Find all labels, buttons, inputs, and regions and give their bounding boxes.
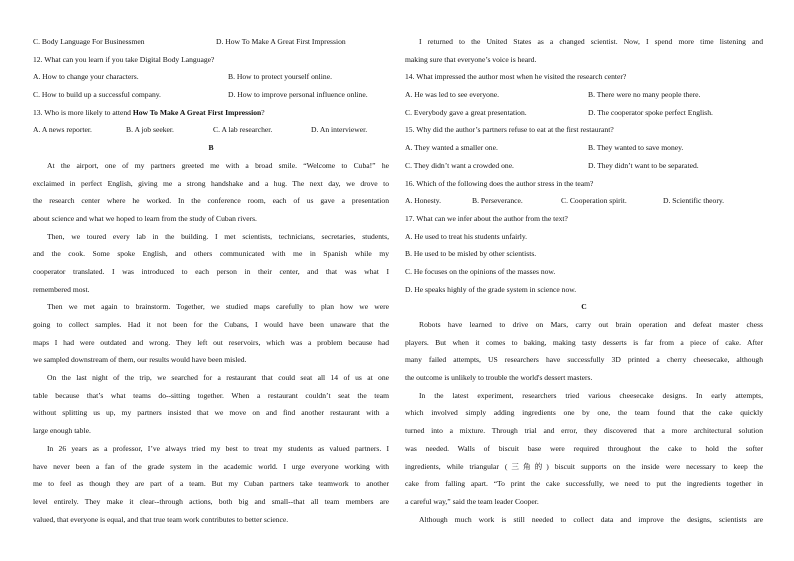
q13-stem-bold: How To Make A Great First Impression	[132, 107, 262, 117]
q13-option-b: B. A job seeker.	[126, 125, 174, 135]
passage-b-line: me to feel as though they are part of a team. But my Cuban partners take teamwork to another	[33, 479, 389, 489]
q14-stem: 14. What impressed the author most when he visited the research center?	[405, 72, 627, 82]
q16-options	[405, 192, 763, 210]
q14-option-a: A. He was led to see everyone.	[405, 90, 500, 100]
right-column	[405, 33, 763, 528]
q14-options-ab	[405, 86, 763, 104]
q13-stem-post: ?	[261, 107, 265, 117]
q13-option-d: D. An interviewer.	[311, 125, 368, 135]
passage-c-line: which involved simply adding ingredients one by one, the team found that the cake quickly	[405, 408, 763, 418]
passage-b-line: we sampled downstream of them, our results would have been misled.	[33, 355, 247, 365]
q14-option-d: D. The cooperator spoke perfect English.	[588, 107, 713, 117]
q14-option-b: B. There were no many people there.	[588, 90, 701, 100]
q11-option-c: C. Body Language For Businessmen	[33, 37, 145, 46]
q12-options-cd	[33, 86, 389, 104]
q14-options-cd	[405, 104, 763, 122]
q12-option-d: D. How to improve personal influence online.	[228, 90, 368, 100]
q11-option-d: D. How To Make A Great First Impression	[216, 37, 346, 46]
passage-b-line: about science and what we hoped to learn from the study of Cuban rivers.	[33, 213, 257, 223]
q15-option-d: D. They didn’t want to be separated.	[588, 160, 699, 170]
passage-b-line: remembered most.	[33, 284, 90, 294]
passage-c-line: In the latest experiment, researchers tried various cheesecake designs. In early attempts,	[419, 390, 763, 400]
q16-option-d: D. Scientific theory.	[663, 196, 725, 206]
passage-c-line: a careful way,” said the team leader Cooper.	[405, 496, 539, 506]
passage-c-line: was needed. Walls of biscuit base were required throughout the cake to hold the softer	[405, 443, 763, 453]
passage-c-line: Although much work is still needed to collect data and improve the designs, scientists are	[419, 514, 763, 524]
passage-b-line: making sure that everyone’s voice is heard.	[405, 54, 537, 64]
q17-option-b: B. He used to be misled by other scientists.	[405, 249, 537, 259]
q15-options-ab	[405, 139, 763, 157]
passage-b-line: the research center where he worked. In the conference room, each of us gave a presentation	[33, 196, 389, 206]
q13-options	[33, 121, 389, 139]
passage-b-line: level entirely. They make it clear--through actions, both big and small--that all team members are	[33, 496, 389, 506]
q16-option-b: B. Perseverance.	[472, 196, 523, 206]
passage-b-line: At the airport, one of my partners greeted me with a broad smile. “Welcome to Cuba!” he	[47, 160, 389, 170]
q17-option-d: D. He speaks highly of the grade system in science now.	[405, 284, 577, 294]
q15-options-cd	[405, 157, 763, 175]
passage-b-line: I returned to the United States as a changed scientist. Now, I spend more time listening and	[419, 37, 763, 46]
passage-b	[33, 157, 389, 528]
q16-option-c: C. Cooperation spirit.	[561, 196, 627, 206]
passage-b-line: cooperator translated. I was introduced to each person in their center, and that was what I	[33, 266, 389, 276]
section-c-heading: C	[581, 302, 587, 312]
passage-b-line: table because that’s what teams do--sitting together. When a restaurant couldn’t seat the team	[33, 390, 389, 400]
q13-stem	[33, 104, 389, 122]
passage-c-line: cake from falling apart. “To print the cake successfully, we need to put the ingredients together in	[405, 479, 763, 489]
passage-b-line: exclaimed in perfect English, giving me a strong handshake and a hug. The next day, we drove to	[33, 178, 389, 188]
q13-option-a: A. A news reporter.	[33, 125, 92, 135]
q17-option-a: A. He used to treat his students unfairly.	[405, 231, 528, 241]
passage-b-line: going to collect samples. Had it not been for the Cubans, I would have been unaware that the	[33, 320, 389, 329]
passage-c-line: turned into a mixture. Through trial and error, they discovered that a more architectural solution	[405, 426, 763, 436]
left-column	[33, 33, 389, 528]
q12-option-b: B. How to protect yourself online.	[228, 72, 332, 82]
q12-option-a: A. How to change your characters.	[33, 72, 139, 82]
passage-c-line: Robots have learned to drive on Mars, carry out brain operation and defeat master chess	[419, 320, 763, 329]
passage-b-line: without splitting us up, my partners insisted that we move on and find another restaurant with a	[33, 408, 389, 418]
passage-b-line: Then we met again to brainstorm. Together, we studied maps carefully to plan how we were	[47, 302, 389, 312]
passage-b-line: large enough table.	[33, 426, 91, 436]
passage-b-line: valued, that everyone is equal, and that true team work contributes to better science.	[33, 514, 289, 524]
passage-c-line: the outcome is unlikely to trouble the world's dessert masters.	[405, 373, 593, 383]
q13-stem-pre: 13. Who is more likely to attend	[33, 107, 133, 117]
q17-option-c: C. He focuses on the opinions of the masses now.	[405, 266, 556, 276]
passage-b-line: maps I had were outdated and wrong. They left out reservoirs, which was a problem because had	[33, 337, 389, 347]
section-b-heading: B	[208, 143, 214, 153]
q15-option-c: C. They didn’t want a crowded one.	[405, 160, 514, 170]
q13-option-c: C. A lab researcher.	[213, 125, 273, 135]
q12-stem: 12. What can you learn if you take Digital Body Language?	[33, 54, 215, 64]
passage-c-line: players. But when it comes to baking, making tasty desserts is far from a piece of cake. After	[405, 337, 763, 347]
q15-option-b: B. They wanted to save money.	[588, 143, 684, 153]
q12-options-ab	[33, 68, 389, 86]
q15-option-a: A. They wanted a smaller one.	[405, 143, 498, 153]
q12-option-c: C. How to build up a successful company.	[33, 90, 161, 100]
q14-option-c: C. Everybody gave a great presentation.	[405, 107, 527, 117]
passage-c-line: many failed attempts, US researchers have successfully 3D printed a cherry cheesecake, although	[405, 355, 763, 365]
passage-b-line: and the cook. Some spoke English, and others communicated with me in Spanish while my	[33, 249, 389, 259]
q16-option-a: A. Honesty.	[405, 196, 441, 206]
passage-b-line: have never been a fan of the grade system in the academic world. I urge everyone working with	[33, 461, 389, 471]
passage-b-line: On the last night of the trip, we searched for a restaurant that could seat all 14 of us at one	[47, 373, 389, 383]
passage-b-line: Then, we toured every lab in the building. I met scientists, technicians, secretaries, students,	[47, 231, 389, 241]
q11-options-cd	[33, 33, 389, 51]
passage-b-line: In 26 years as a professor, I’ve always tried my best to treat my students as valued partners. I	[47, 443, 389, 453]
q17-stem: 17. What can we infer about the author from the text?	[405, 213, 568, 223]
passage-c-line: ingredients, while triangular (三角的) biscuit supports on the inside were necessary to keep the	[405, 461, 763, 471]
q16-stem: 16. Which of the following does the author stress in the team?	[405, 178, 594, 188]
q15-stem: 15. Why did the author’s partners refuse to eat at the first restaurant?	[405, 125, 614, 135]
passage-c	[405, 316, 763, 528]
